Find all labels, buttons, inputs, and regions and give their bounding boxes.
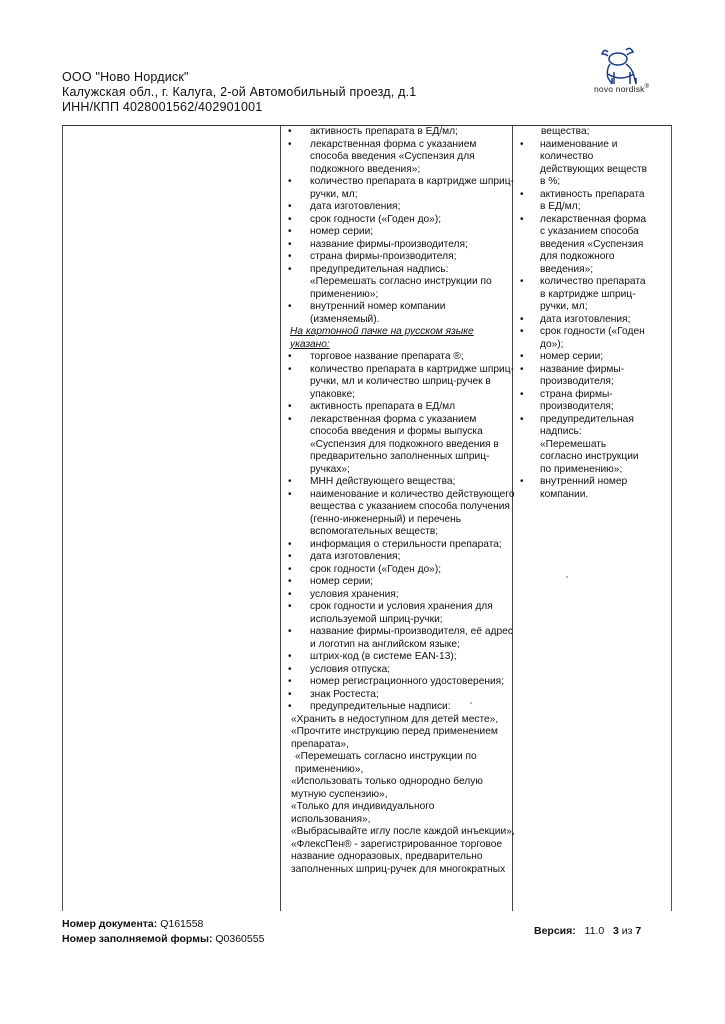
right-column xyxy=(513,126,648,501)
list-item: • лекарственная форма с указанием способа введения «Суспензия для подкожного введения»; xyxy=(281,139,515,177)
document-number-label: Номер документа: xyxy=(62,918,158,930)
warning-texts xyxy=(281,714,515,877)
scan-speck xyxy=(470,702,472,704)
warning-line: «Только для индивидуального использования», xyxy=(291,801,435,825)
list-item: • номер серии; xyxy=(513,351,648,364)
warning-line: «Использовать только однородно белую мутную суспензию», xyxy=(291,776,483,800)
primary-label-list xyxy=(281,126,515,326)
content-table xyxy=(62,125,672,911)
list-item: • предупредительная надпись: «Перемешать согласно инструкции по применению»; xyxy=(513,414,648,477)
list-item: • торговое название препарата ®; xyxy=(281,351,515,364)
page-current: 3 xyxy=(612,925,619,937)
list-item: • штрих-код (в системе EAN-13); xyxy=(281,651,515,664)
scan-speck xyxy=(566,576,568,578)
list-item: • количество препарата в картридже шприц-ручки, мл и количество шприц-ручек в упаковке; xyxy=(281,364,515,402)
carton-label-list xyxy=(281,351,515,714)
version-page-info xyxy=(534,925,641,937)
list-item: • МНН действующего вещества; xyxy=(281,476,515,489)
list-item: • наименование и количество действующих веществ в %; xyxy=(513,139,648,189)
list-item: • срок годности («Годен до»); xyxy=(281,564,515,577)
version-label: Версия: xyxy=(534,925,576,937)
list-item: • наименование и количество действующего вещества с указанием способа получения (генно-инженерный) и перечень вспомогательных веществ; xyxy=(281,489,515,539)
list-item: • внутренний номер компании (изменяемый). xyxy=(281,301,515,326)
list-item: • лекарственная форма с указанием способа введения и формы выпуска «Суспензия для подкожного введения в предварительно заполненных шприц-ручках»; xyxy=(281,414,515,477)
page-total: 7 xyxy=(635,925,642,937)
list-item: • страна фирмы-производителя; xyxy=(513,389,648,414)
list-item: • срок годности («Годен до»); xyxy=(281,214,515,227)
form-number-label: Номер заполняемой формы: xyxy=(62,933,213,945)
list-item: • предупредительные надписи: xyxy=(281,701,515,714)
list-item: • знак Ростеста; xyxy=(281,689,515,702)
document-header xyxy=(62,70,416,115)
warning-line: «Хранить в недоступном для детей месте», xyxy=(291,713,499,725)
list-item: • информация о стерильности препарата; xyxy=(281,539,515,552)
list-item: • активность препарата в ЕД/мл; xyxy=(513,189,648,214)
list-item: • дата изготовления; xyxy=(513,314,648,327)
document-number-row xyxy=(62,917,264,932)
section-heading: На картонной пачке на русском языке указано: xyxy=(290,326,474,350)
list-item: • страна фирмы-производителя; xyxy=(281,251,515,264)
list-item: • название фирмы-производителя, её адрес и логотип на английском языке; xyxy=(281,626,515,651)
list-item: • лекарственная форма с указанием способа введения «Суспензия для подкожного введения»; xyxy=(513,214,648,277)
document-number-value: Q161558 xyxy=(160,918,204,930)
warning-line: «ФлексПен® - зарегистрированное торговое название одноразовых, предварительно заполненных шприц-ручек для многократных xyxy=(291,838,506,875)
page-of: из xyxy=(621,925,633,937)
list-item: • название фирмы-производителя; xyxy=(281,239,515,252)
list-item: • номер регистрационного удостоверения; xyxy=(281,676,515,689)
list-item: • номер серии; xyxy=(281,576,515,589)
list-item: • активность препарата в ЕД/мл xyxy=(281,401,515,414)
list-item: • дата изготовления; xyxy=(281,201,515,214)
middle-column xyxy=(281,126,515,876)
document-footer xyxy=(62,917,264,947)
warning-line: «Прочтите инструкцию перед применением препарата», xyxy=(291,726,498,750)
list-item: • количество препарата в картридже шприц-ручки, мл; xyxy=(281,176,515,201)
list-item: • условия отпуска; xyxy=(281,664,515,677)
list-item: • условия хранения; xyxy=(281,589,515,602)
list-item: • срок годности и условия хранения для используемой шприц-ручки; xyxy=(281,601,515,626)
form-number-value: Q0360555 xyxy=(215,933,265,945)
continued-text: вещества; xyxy=(541,126,590,137)
logo-wordmark: novo nordisk® xyxy=(594,84,650,94)
list-item: • название фирмы-производителя; xyxy=(513,364,648,389)
version-value: 11.0 xyxy=(584,925,605,937)
form-number-row xyxy=(62,932,264,947)
list-item: • внутренний номер компании. xyxy=(513,476,648,501)
list-item: • дата изготовления; xyxy=(281,551,515,564)
company-address: Калужская обл., г. Калуга, 2-ой Автомобильный проезд, д.1 xyxy=(62,85,417,99)
warning-line: «Перемешать согласно инструкции по применению», xyxy=(295,751,477,775)
company-name: ООО "Ново Нордиск" xyxy=(62,70,189,84)
warning-line: «Выбрасывайте иглу после каждой инъекции», xyxy=(291,826,515,837)
list-item: • количество препарата в картридже шприц-ручки, мл; xyxy=(513,276,648,314)
list-item: • номер серии; xyxy=(281,226,515,239)
right-label-list xyxy=(513,139,648,502)
list-item: • активность препарата в ЕД/мл; xyxy=(281,126,515,139)
list-item: • срок годности («Годен до»); xyxy=(513,326,648,351)
company-inn: ИНН/КПП 4028001562/402901001 xyxy=(62,100,263,114)
list-item: • предупредительная надпись: «Перемешать согласно инструкции по применению»; xyxy=(281,264,515,302)
